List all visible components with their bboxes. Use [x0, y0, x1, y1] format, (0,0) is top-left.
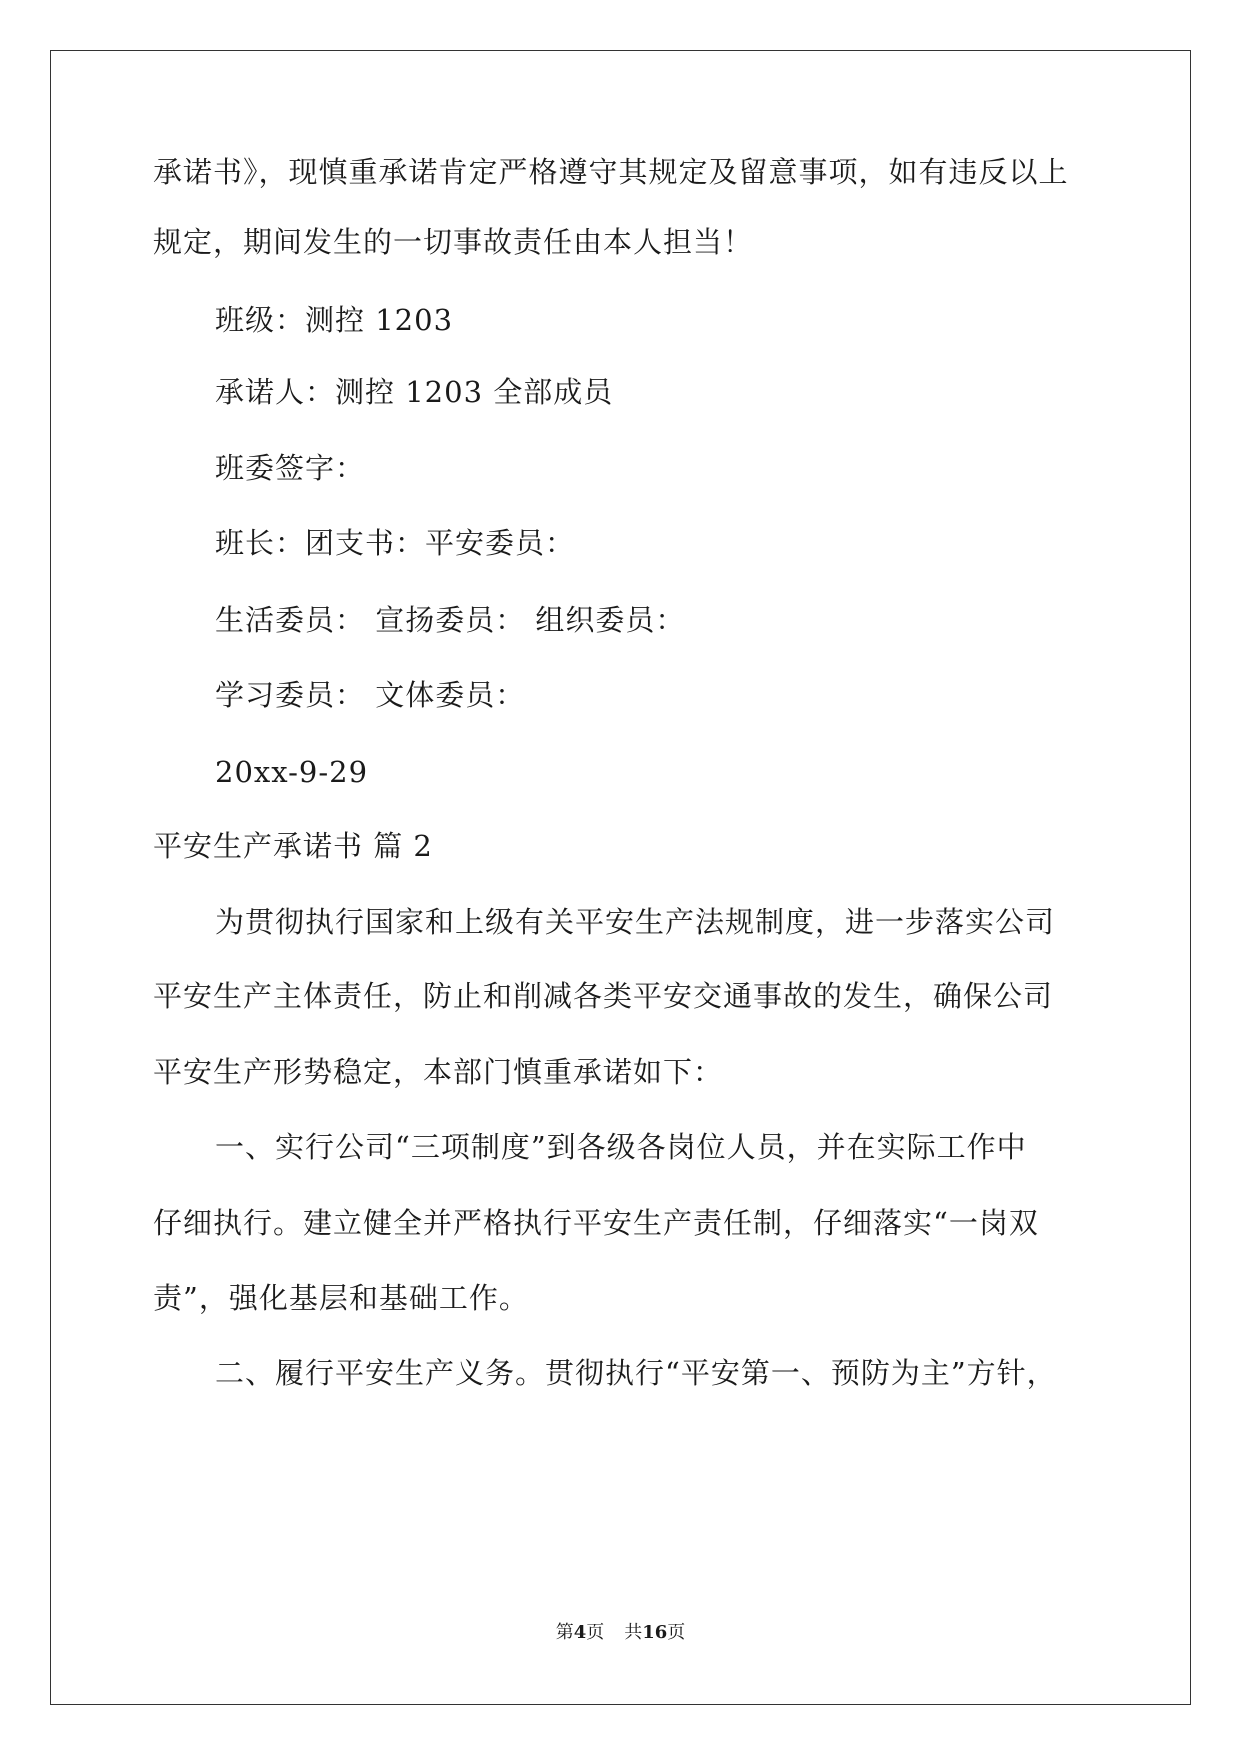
- body-text-line: 平安生产主体责任，防止和削减各类平安交通事故的发生，确保公司: [153, 979, 1054, 1013]
- class-line: 班级：测控 1203: [215, 303, 454, 337]
- footer-page-number: 4: [573, 1622, 587, 1643]
- signature-line: 生活委员： 宣扬委员： 组织委员：: [215, 603, 686, 637]
- footer-total-pages: 16: [642, 1622, 668, 1643]
- footer-page-suffix: 页: [586, 1622, 605, 1643]
- signature-line: 学习委员： 文体委员：: [215, 678, 526, 712]
- body-text-line: 责”，强化基层和基础工作。: [153, 1281, 529, 1315]
- page-frame: [50, 50, 1191, 1705]
- footer-page-prefix: 第: [555, 1622, 574, 1643]
- footer-total-prefix: 共: [624, 1622, 643, 1643]
- body-text-line: 为贯彻执行国家和上级有关平安生产法规制度，进一步落实公司: [215, 905, 1056, 939]
- page-footer: [0, 1621, 1241, 1645]
- body-text-line: 一、实行公司“三项制度”到各级各岗位人员，并在实际工作中: [215, 1130, 1027, 1164]
- body-text-line: 承诺书》，现慎重承诺肯定严格遵守其规定及留意事项，如有违反以上: [153, 155, 1069, 189]
- body-text-line: 平安生产形势稳定，本部门慎重承诺如下：: [153, 1055, 724, 1089]
- body-text-line: 仔细执行。建立健全并严格执行平安生产责任制，仔细落实“一岗双: [153, 1206, 1039, 1240]
- body-text-line: 二、履行平安生产义务。贯彻执行“平安第一、预防为主”方针，: [215, 1356, 1057, 1390]
- promisor-line: 承诺人：测控 1203 全部成员: [215, 375, 614, 409]
- footer-total-suffix: 页: [667, 1622, 686, 1643]
- body-text-line: 规定，期间发生的一切事故责任由本人担当！: [153, 225, 754, 259]
- committee-signature-line: 班委签字：: [215, 451, 366, 485]
- section-heading: 平安生产承诺书 篇 2: [153, 829, 433, 863]
- date-line: 20xx-9-29: [215, 755, 369, 789]
- signature-line: 班长：团支书：平安委员：: [215, 526, 576, 560]
